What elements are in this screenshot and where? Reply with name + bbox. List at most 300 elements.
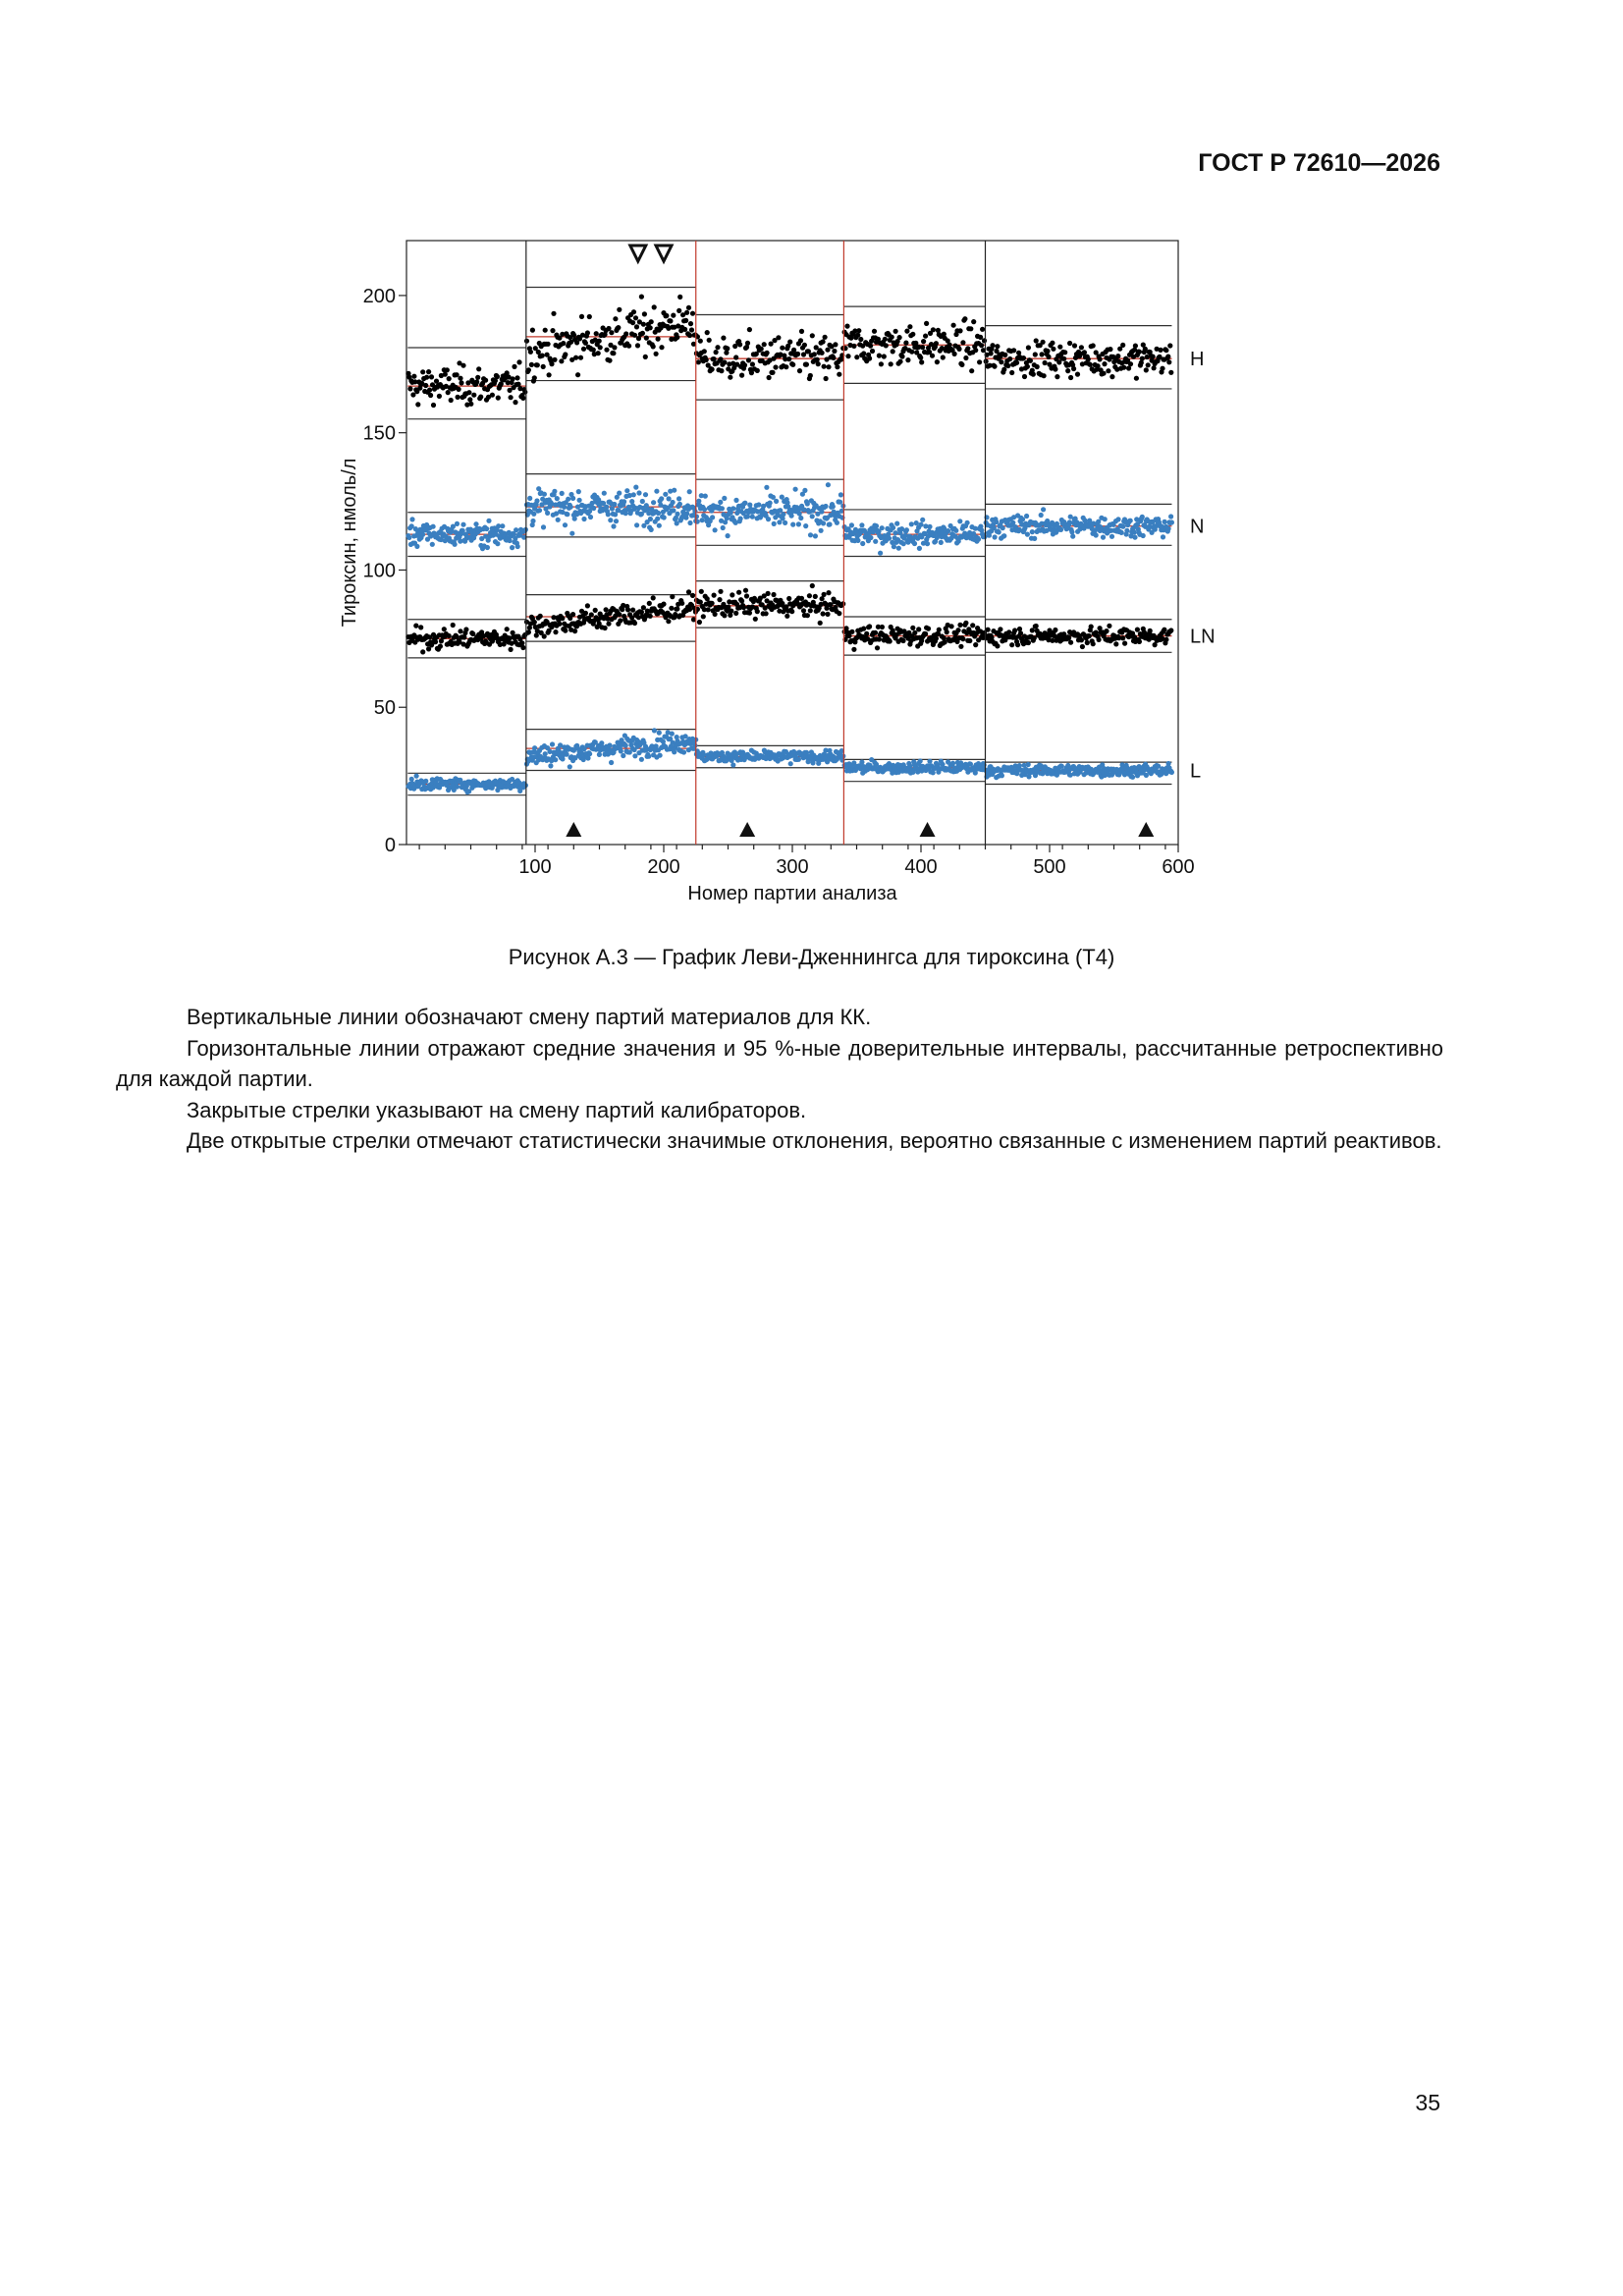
data-point-ln [826,590,831,595]
data-point-n [527,496,532,501]
data-point-h [424,375,429,380]
data-point-h [856,328,861,333]
series-label-ln: LN [1190,626,1216,648]
data-point-h [1071,366,1076,371]
data-point-n [859,522,864,527]
data-point-h [1088,362,1093,367]
data-point-l [553,757,558,762]
data-point-ln [867,624,872,629]
data-point-h [1034,338,1039,343]
data-point-h [575,372,580,377]
data-point-ln [786,596,791,601]
data-point-h [1075,372,1080,377]
data-point-h [935,359,940,364]
data-point-h [923,334,928,339]
data-point-h [457,387,461,392]
data-point-n [896,546,901,551]
data-point-h [546,342,551,347]
data-point-n [694,514,699,519]
series-label-n: N [1190,516,1205,538]
data-point-ln [563,629,568,633]
data-point-h [496,396,501,401]
data-point-h [1120,343,1125,348]
data-point-n [764,485,769,490]
data-point-n [805,501,810,506]
data-point-n [572,517,577,521]
data-point-h [995,344,1000,349]
data-point-ln [451,623,456,628]
data-point-ln [632,621,637,626]
data-point-n [710,515,715,519]
data-point-n [1001,525,1005,530]
data-point-n [1069,529,1074,534]
data-point-ln [960,636,965,641]
y-tick-label: 0 [384,835,396,856]
data-point-ln [821,611,826,616]
data-point-h [845,354,850,358]
data-point-h [549,361,554,366]
x-tick-label: 200 [647,856,680,878]
data-point-l [1026,762,1031,767]
data-point-ln [666,619,671,624]
data-point-h [1022,374,1027,379]
data-point-h [883,337,888,342]
data-point-ln [519,640,524,645]
data-point-h [1068,375,1073,380]
data-point-n [887,536,892,541]
data-point-h [686,305,691,310]
data-point-ln [873,630,878,635]
data-point-h [579,314,584,319]
data-point-h [1061,356,1066,361]
data-point-n [622,499,626,504]
series-label-h: H [1190,349,1205,371]
data-point-h [1011,348,1016,353]
data-point-n [588,515,593,519]
data-point-h [795,352,800,356]
data-point-h [973,348,978,353]
data-point-h [541,364,546,369]
data-point-ln [447,633,452,638]
y-tick-label: 150 [362,422,396,445]
note-vertical-lines: Вертикальные линии обозначают смену партий материалов для КК. [187,1005,872,1029]
data-point-n [1166,526,1171,531]
data-point-ln [1068,640,1073,645]
data-point-h [965,346,970,351]
data-point-n [555,496,560,501]
data-point-n [531,512,536,517]
data-point-n [485,545,490,550]
data-point-h [631,309,636,314]
data-point-h [532,375,537,380]
data-point-l [950,761,955,766]
data-point-h [833,342,838,347]
data-point-n [566,497,570,502]
data-point-h [1146,362,1151,367]
document-header: ГОСТ Р 72610—2026 [1198,149,1440,177]
data-point-l [543,751,548,756]
data-point-h [551,311,556,316]
data-point-h [773,364,778,369]
data-point-ln [648,614,653,619]
data-point-h [429,374,434,379]
data-point-ln [718,589,723,594]
data-point-h [434,379,439,384]
data-point-n [649,527,654,532]
data-point-n [808,532,813,537]
data-point-ln [957,623,962,628]
data-point-n [662,515,667,519]
data-point-h [642,311,647,316]
data-point-ln [729,609,733,614]
data-point-h [959,362,964,367]
data-point-h [1033,352,1038,356]
data-point-n [612,502,617,507]
data-point-ln [538,614,543,619]
data-point-h [920,345,925,350]
data-point-n [614,519,619,523]
data-point-h [455,372,460,377]
data-point-h [535,362,540,367]
data-point-n [1124,528,1129,533]
data-point-h [437,394,442,399]
data-point-n [565,512,569,517]
data-point-h [893,329,898,334]
data-point-h [1098,356,1103,361]
data-point-ln [625,607,630,612]
data-point-n [534,498,539,503]
data-point-ln [1053,628,1057,632]
data-point-n [643,492,648,497]
data-point-h [704,357,709,362]
data-point-n [651,500,656,505]
data-point-n [654,489,659,494]
y-axis-label: Тироксин, нмоль/л [339,458,360,628]
data-point-h [1043,360,1048,365]
data-point-n [1120,524,1125,529]
data-point-l [639,757,644,762]
data-point-h [831,355,836,360]
data-point-n [781,516,785,520]
data-point-h [1053,366,1057,371]
data-point-n [500,523,505,528]
data-point-h [581,347,586,352]
data-point-ln [755,609,760,614]
data-point-h [776,335,781,340]
data-point-n [576,489,581,494]
data-point-l [414,774,419,779]
data-point-ln [699,589,704,594]
data-point-h [907,324,912,329]
data-point-n [821,520,826,525]
data-point-h [815,357,820,362]
data-point-h [1101,371,1106,376]
data-point-ln [912,630,917,635]
data-point-l [657,731,662,736]
data-point-h [891,349,895,354]
data-point-n [827,521,832,526]
data-point-h [812,352,817,356]
data-point-h [872,329,877,334]
data-point-n [430,542,435,547]
data-point-h [445,367,450,372]
data-point-h [415,402,420,407]
data-point-ln [1163,637,1168,642]
data-point-n [1103,517,1108,521]
data-point-ln [1026,640,1031,645]
data-point-h [705,330,710,335]
data-point-n [633,485,638,490]
data-point-n [1168,514,1173,519]
data-point-h [919,359,924,364]
data-point-n [545,511,550,516]
data-point-h [652,304,657,309]
data-point-n [994,519,999,524]
data-point-h [1051,347,1055,352]
data-point-h [561,341,566,346]
data-point-ln [1120,635,1125,640]
data-point-h [609,330,614,335]
data-point-h [563,352,568,356]
data-point-n [768,501,773,506]
data-point-h [702,349,707,354]
data-point-ln [603,626,608,630]
data-point-h [1158,348,1163,353]
data-point-n [780,495,784,500]
page-number: 35 [1415,2090,1440,2115]
data-point-n [894,521,899,526]
data-point-n [819,528,824,533]
data-point-h [630,320,635,325]
data-point-h [559,358,564,363]
data-point-n [738,517,743,521]
data-point-h [683,318,688,323]
data-point-n [1169,519,1174,524]
data-point-h [971,319,976,324]
data-point-n [556,518,561,522]
data-point-h [1021,355,1026,360]
data-point-h [879,361,884,366]
data-point-h [1134,376,1139,381]
data-point-h [755,368,760,373]
data-point-h [1005,363,1010,368]
data-point-h [1045,349,1050,354]
data-point-n [722,496,727,501]
data-point-h [516,359,521,364]
y-tick-label: 50 [373,697,396,720]
data-point-h [626,344,631,349]
data-point-l [1059,764,1064,769]
data-point-ln [1097,637,1102,642]
data-point-n [925,541,930,546]
data-point-h [1106,368,1110,373]
data-point-ln [1162,628,1166,632]
data-point-ln [585,603,590,608]
data-point-n [873,539,878,544]
data-point-ln [1012,628,1017,632]
data-point-ln [722,613,727,618]
data-point-ln [557,622,562,627]
data-point-h [816,361,821,366]
data-point-ln [526,629,531,634]
data-point-h [659,345,664,350]
data-point-h [832,349,837,354]
data-point-h [583,341,588,346]
data-point-h [962,316,967,321]
data-point-h [921,339,926,344]
data-point-h [530,328,535,333]
data-point-ln [916,627,921,631]
data-point-h [668,318,673,323]
data-point-ln [851,647,856,652]
data-point-h [810,333,815,338]
data-point-ln [651,595,656,600]
data-point-n [671,500,676,505]
data-point-ln [420,649,425,654]
data-point-h [578,355,583,360]
data-point-h [698,339,703,344]
data-point-n [640,499,645,504]
data-point-ln [846,633,851,638]
data-point-h [808,373,813,378]
data-point-ln [413,624,418,629]
data-point-ln [442,627,447,631]
data-point-h [1082,350,1087,355]
data-point-h [597,339,602,344]
data-point-h [512,364,516,369]
note-horizontal-lines: Горизонтальные линии отражают средние значения и 95 %-ные доверительные интервалы, рассчитанные ретроспективно для каждой партии. [116,1035,1443,1091]
data-point-ln [710,601,715,606]
data-point-h [750,361,755,366]
x-tick-label: 600 [1162,856,1195,878]
data-point-h [767,375,772,380]
data-point-h [890,335,894,340]
data-point-h [607,358,612,363]
data-point-ln [877,636,882,641]
data-point-h [585,330,590,335]
data-point-h [423,383,428,388]
data-point-h [918,355,923,360]
data-point-h [868,344,873,349]
data-point-h [746,357,751,362]
data-point-h [824,376,829,381]
data-point-h [1050,341,1055,346]
data-point-ln [641,605,646,610]
data-point-n [891,525,895,530]
data-point-n [636,490,641,495]
data-point-n [420,532,425,537]
data-point-h [826,364,831,369]
data-point-h [682,327,687,332]
data-point-n [484,526,489,531]
data-point-h [969,368,974,373]
data-point-ln [955,628,960,632]
data-point-h [992,364,997,369]
data-point-n [624,488,629,493]
data-point-ln [739,598,744,603]
data-point-n [1141,533,1146,538]
data-point-h [447,376,452,381]
data-point-h [980,327,985,332]
data-point-n [927,524,932,529]
x-tick-label: 400 [904,856,938,878]
data-point-ln [730,592,734,597]
data-point-h [612,345,617,350]
data-point-h [613,316,618,321]
data-point-ln [463,627,468,631]
data-point-n [893,530,897,535]
data-point-h [476,366,481,371]
data-point-h [905,357,910,362]
data-point-h [550,328,555,333]
data-point-ln [532,620,537,625]
x-axis-label: Номер партии анализа [687,883,897,904]
data-point-h [690,311,695,316]
data-point-h [884,343,889,348]
data-point-l [550,741,555,746]
data-point-n [868,535,873,540]
data-point-n [702,507,707,512]
data-point-h [721,336,726,341]
data-point-l [609,760,614,765]
data-point-h [715,345,720,350]
data-point-n [813,533,818,538]
data-point-n [560,491,565,496]
data-point-l [670,732,675,737]
data-point-ln [837,611,841,616]
data-point-h [1042,373,1047,378]
data-point-ln [744,593,749,598]
data-point-h [910,332,915,337]
data-point-n [687,520,692,525]
data-point-n [655,517,660,521]
data-point-h [634,324,639,329]
data-point-ln [733,611,738,616]
data-point-l [681,749,686,754]
data-point-ln [553,629,558,634]
data-point-h [854,355,859,359]
data-point-h [1014,360,1019,365]
data-point-h [1144,367,1149,372]
data-point-h [467,397,472,402]
data-point-h [1055,374,1059,379]
data-point-h [765,351,770,355]
data-point-n [659,496,664,501]
data-point-ln [1148,629,1153,633]
data-point-h [1102,361,1107,366]
data-point-ln [967,638,972,643]
data-point-l [918,758,923,763]
data-point-n [1001,533,1006,538]
data-point-h [877,354,882,358]
data-point-h [571,333,576,338]
data-point-h [411,374,416,379]
data-point-h [1128,361,1133,366]
data-point-h [598,345,603,350]
data-point-h [889,361,893,366]
data-point-h [897,359,902,364]
data-point-l [1130,775,1135,780]
data-point-ln [747,611,752,616]
data-point-n [1020,517,1025,521]
data-point-ln [1087,633,1092,638]
data-point-ln [1017,627,1022,631]
data-point-ln [910,626,915,630]
data-point-n [431,524,436,529]
data-point-ln [520,645,525,650]
data-point-l [597,752,602,757]
data-point-ln [1080,644,1085,649]
